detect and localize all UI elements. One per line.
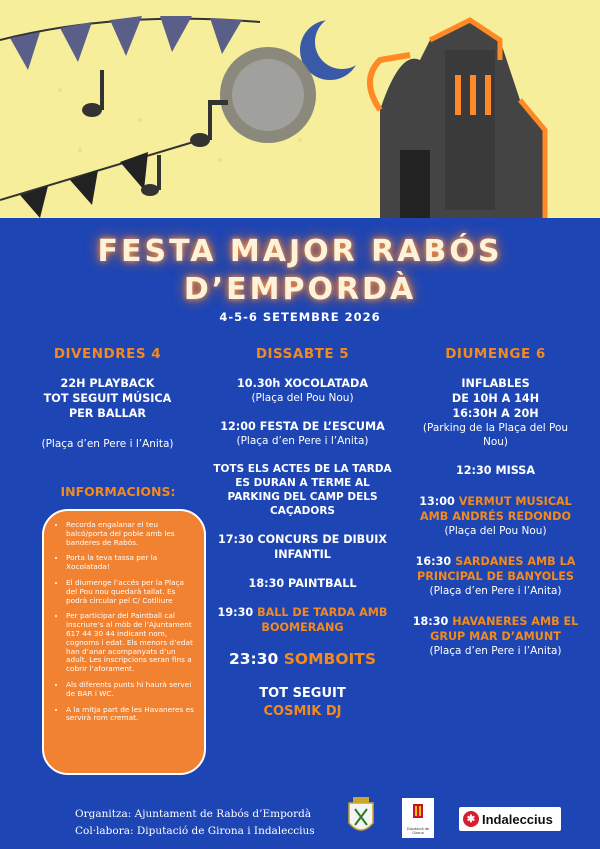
event-missa: 12:30 MISSA <box>455 464 536 477</box>
event-time: 13:00 <box>419 495 455 508</box>
event-line: 22H PLAYBACK <box>60 377 155 390</box>
event-location: (Plaça del Pou Nou) <box>251 392 354 404</box>
event-line: SOMBOITS <box>283 650 376 668</box>
event-line: INFANTIL <box>274 548 331 561</box>
event-location: (Plaça d’en Pere i l’Anita) <box>429 585 562 597</box>
saturday-column <box>205 346 400 721</box>
event-line: TOT SEGUIT MÚSICA <box>43 392 172 405</box>
event-line: VERMUT MUSICAL <box>458 495 572 508</box>
festival-title: FESTA MAJOR RABÓS <box>97 234 503 269</box>
info-item: • El diumenge l’accés per la Plaça del Pou nou quedarà tallat. Es podrà circular pel C/ Cotlliure <box>66 579 196 605</box>
event-location: (Plaça d’en Pere i l’Anita) <box>429 645 562 657</box>
event-havaneres <box>403 614 588 644</box>
event-line: PER BALLAR <box>68 407 147 420</box>
event-line: HAVANERES AMB EL <box>452 615 579 628</box>
event-location: (Plaça del Pou Nou) <box>444 525 547 537</box>
event-note-afternoon <box>205 462 400 518</box>
event-concurs-dibuix <box>205 532 400 562</box>
event-line: 17:30 CONCURS DE DIBUIX <box>217 533 388 546</box>
event-line: INFLABLES <box>461 377 530 390</box>
event-ball-tarda <box>205 605 400 635</box>
shield-icon <box>347 795 375 839</box>
footer-collabora: Col·labora: Diputació de Girona i Indaleccius <box>75 825 315 837</box>
event-line: 16:30H A 20H <box>452 407 539 420</box>
diputacio-emblem-icon <box>402 798 434 828</box>
event-line: GRUP MAR D’AMUNT <box>430 630 561 643</box>
day-heading-friday: DIVENDRES 4 <box>53 346 162 362</box>
indaleccius-emblem-icon: ✱ <box>463 811 479 827</box>
footer-organitza: Organitza: Ajuntament de Rabós d’Empordà <box>75 808 312 820</box>
festival-title-line2: D’EMPORDÀ <box>183 272 417 307</box>
event-playback <box>20 376 195 421</box>
event-line: TOTS ELS ACTES DE LA TARDA <box>213 463 392 475</box>
event-line: BOOMERANG <box>261 621 344 634</box>
event-location <box>403 421 588 449</box>
info-item: • Per participar del Paintball cal inscriure’s al mòb de l’Ajuntament 617 44 30 44 indicant nom, cognoms i edat. Els menors d’edat han d’anar acompanyats d’un adult. Les inscripcions seran fins a cobrir l’aforament. <box>66 612 196 674</box>
event-line: SARDANES AMB LA <box>455 555 576 568</box>
event-line: BALL DE TARDA AMB <box>257 606 388 619</box>
event-time: 18:30 <box>412 615 449 628</box>
indaleccius-logo <box>459 807 561 831</box>
event-escuma: 12:00 FESTA DE L’ESCUMA <box>220 420 385 433</box>
diputacio-label: Diputació de Girona <box>406 827 430 835</box>
day-heading-sunday: DIUMENGE 6 <box>445 346 546 362</box>
location-line: (Parking de la Plaça del Pou <box>422 422 569 434</box>
event-location: (Plaça d’en Pere i l’Anita) <box>41 438 174 450</box>
event-somboits <box>205 649 400 669</box>
event-xocolatada: 10.30h XOCOLATADA <box>237 377 368 390</box>
event-line: PRINCIPAL DE BANYOLES <box>417 570 574 583</box>
event-line: PARKING DEL CAMP DELS <box>227 491 378 503</box>
event-inflables <box>403 376 588 421</box>
info-item: • A la mitja part de les Havaneres es servirà rom cremat. <box>66 706 196 724</box>
friday-column <box>20 346 195 451</box>
event-line: ES DURAN A TERME AL <box>235 477 370 489</box>
event-tot-seguit: TOT SEGUIT <box>259 686 346 701</box>
event-line: DE 10H A 14H <box>451 392 540 405</box>
event-line: AMB ANDRÉS REDONDO <box>420 510 571 523</box>
header-artwork <box>0 0 600 218</box>
info-item: • Porta la teva tassa per la Xocolatada! <box>66 554 196 572</box>
event-cosmik-dj: COSMIK DJ <box>263 704 342 719</box>
location-line: Nou) <box>482 436 509 448</box>
info-box <box>42 509 206 775</box>
event-location: (Plaça d’en Pere i l’Anita) <box>236 435 369 447</box>
festival-dates: 4-5-6 SETEMBRE 2026 <box>219 310 381 324</box>
info-item: • Recorda engalanar el teu balcó/porta del poble amb les banderes de Rabós. <box>66 521 196 547</box>
event-sardanes <box>403 554 588 584</box>
event-line: CAÇADORS <box>270 505 335 517</box>
event-time: 23:30 <box>228 650 279 668</box>
event-vermut <box>403 494 588 524</box>
event-paintball: 18:30 PAINTBALL <box>248 577 357 590</box>
event-time: 16:30 <box>415 555 452 568</box>
indaleccius-label: Indaleccius <box>482 811 553 827</box>
poster-body <box>0 218 600 849</box>
diputacio-logo <box>402 798 434 838</box>
info-item: • Als diferents punts hi haurà servei de BAR i WC. <box>66 681 196 699</box>
day-heading-saturday: DISSABTE 5 <box>255 346 350 362</box>
event-time: 19:30 <box>217 606 254 619</box>
sunday-column <box>403 346 588 658</box>
info-title: INFORMACIONS: <box>60 484 176 499</box>
